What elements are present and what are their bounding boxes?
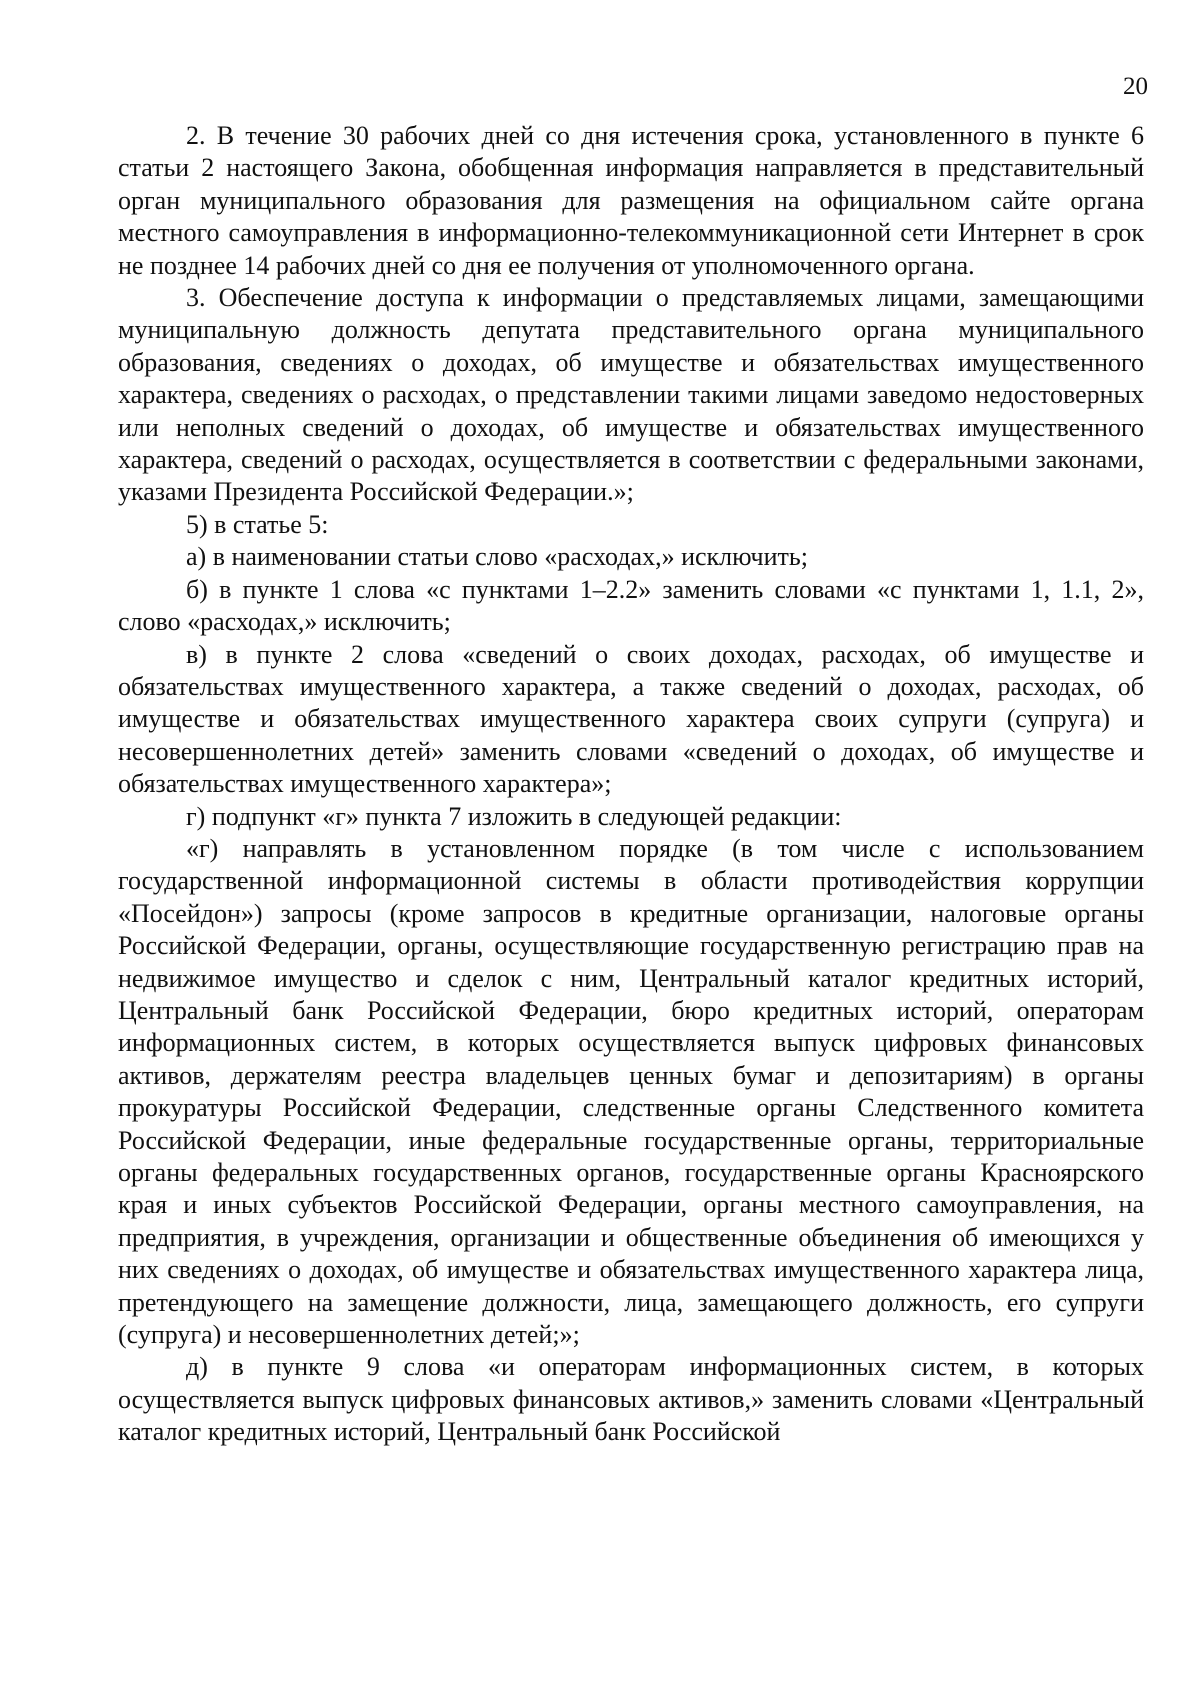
paragraph-item-3: 3. Обеспечение доступа к информации о представляемых лицами, замещающими муниципальную должность депутата представительного органа муниципального образования, сведениях о доходах, об имуществе и обязательствах имущественного характера, сведениях о расходах, о представлении такими лицами заведомо недостоверных или неполных сведений о доходах, об имуществе и обязательствах имущественного характера, сведений о расходах, осуществляется в соответствии с федеральными законами, указами Президента Российской Федерации.»; <box>118 283 1144 507</box>
paragraph-item-2: 2. В течение 30 рабочих дней со дня истечения срока, установленного в пункте 6 статьи 2 настоящего Закона, обобщенная информация направляется в представительный орган муниципального образования для размещения на официальном сайте органа местного самоуправления в информационно-телекоммуникационной сети Интернет в срок не позднее 14 рабочих дней со дня ее получения от уполномоченного органа. <box>118 121 1144 280</box>
paragraph-subitem-g: г) подпункт «г» пункта 7 изложить в следующей редакции: <box>186 801 842 831</box>
paragraph-amendment-5: 5) в статье 5: <box>186 509 329 539</box>
paragraph-subitem-a: а) в наименовании статьи слово «расходах,» исключить; <box>186 542 808 572</box>
page-number: 20 <box>1123 73 1148 100</box>
paragraph-quoted-g: «г) направлять в установленном порядке (в том числе с использованием государственной информационной системы в области противодействия коррупции «Посейдон») запросы (кроме запросов в кредитные организации, налоговые органы Российской Федерации, органы, осуществляющие государственную регистрацию прав на недвижимое имущество и сделок с ним, Центральный каталог кредитных историй, Центральный банк Российской Федерации, бюро кредитных историй, операторам информационных систем, в которых осуществляется выпуск цифровых финансовых активов, держателям реестра владельцев ценных бумаг и депозитариям) в органы прокуратуры Российской Федерации, следственные органы Следственного комитета Российской Федерации, иные федеральные государственные органы, территориальные органы федеральных государственных органов, государственные органы Красноярского края и иных субъектов Российской Федерации, органы местного самоуправления, на предприятия, в учреждения, организации и общественные объединения об имеющихся у них сведениях о доходах, об имуществе и обязательствах имущественного характера лица, претендующего на замещение должности, лица, замещающего должность, его супруги (супруга) и несовершеннолетних детей;»; <box>118 833 1144 1350</box>
document-body <box>118 120 1144 1449</box>
paragraph-subitem-b: б) в пункте 1 слова «с пунктами 1–2.2» заменить словами «с пунктами 1, 1.1, 2», слово «расходах,» исключить; <box>118 574 1144 637</box>
paragraph-subitem-v: в) в пункте 2 слова «сведений о своих доходах, расходах, об имуществе и обязательствах имущественного характера, а также сведений о доходах, расходах, об имуществе и обязательствах имущественного характера своих супруги (супруга) и несовершеннолетних детей» заменить словами «сведений о доходах, об имуществе и обязательствах имущественного характера»; <box>118 639 1144 799</box>
paragraph-subitem-d: д) в пункте 9 слова «и операторам информационных систем, в которых осуществляется выпуск цифровых финансовых активов,» заменить словами «Центральный каталог кредитных историй, Центральный банк Российской <box>118 1352 1144 1447</box>
